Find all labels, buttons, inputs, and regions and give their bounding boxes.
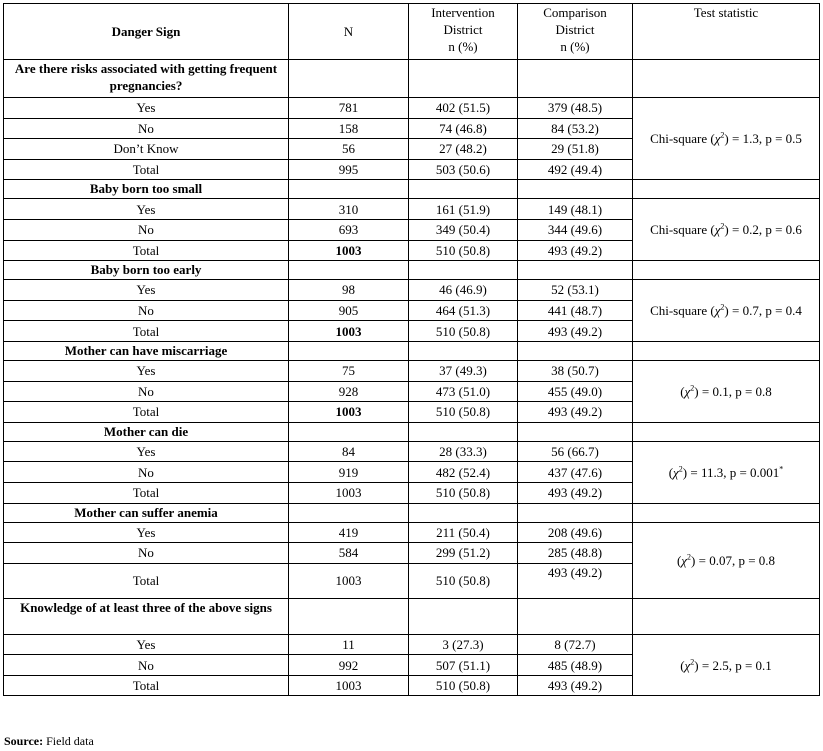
table-row — [4, 199, 820, 220]
row-n: 995 — [289, 159, 409, 180]
row-label: No — [4, 118, 289, 139]
row-comparison: 485 (48.9) — [518, 655, 633, 676]
test-statistic: Chi-square $(\chi^2) = 0.7$, p = 0.4 — [633, 280, 820, 342]
test-statistic: Chi-square $(\chi^2) = 1.3$, p = 0.5 — [633, 98, 820, 180]
table-row — [4, 522, 820, 543]
row-label: Yes — [4, 634, 289, 655]
row-comparison: 493 (49.2) — [518, 240, 633, 261]
row-comparison: 84 (53.2) — [518, 118, 633, 139]
row-label: Yes — [4, 522, 289, 543]
test-statistic: $(\chi^2) = 2.5$, p = 0.1 — [633, 634, 820, 696]
row-n: 919 — [289, 462, 409, 483]
row-intervention: 464 (51.3) — [409, 300, 518, 321]
table-row — [4, 280, 820, 301]
source-label: Source: — [4, 734, 44, 748]
danger-signs-table — [3, 3, 820, 696]
header-n: N — [289, 4, 409, 60]
row-n: 1003 — [289, 563, 409, 598]
row-label: Total — [4, 402, 289, 423]
row-intervention: 211 (50.4) — [409, 522, 518, 543]
row-n: 905 — [289, 300, 409, 321]
row-n: 98 — [289, 280, 409, 301]
row-intervention: 503 (50.6) — [409, 159, 518, 180]
header-intervention-line1: Intervention — [431, 5, 495, 20]
row-n: 1003 — [289, 240, 409, 261]
row-intervention: 510 (50.8) — [409, 482, 518, 503]
row-label: Total — [4, 159, 289, 180]
row-intervention: 507 (51.1) — [409, 655, 518, 676]
row-intervention: 510 (50.8) — [409, 402, 518, 423]
row-n: 1003 — [289, 402, 409, 423]
row-intervention: 37 (49.3) — [409, 360, 518, 381]
section-title-row — [4, 341, 820, 360]
test-statistic: $(\chi^2) = 0.1$, p = 0.8 — [633, 360, 820, 422]
section-title-row — [4, 60, 820, 98]
row-comparison: 455 (49.0) — [518, 381, 633, 402]
row-n: 1003 — [289, 482, 409, 503]
row-comparison: 493 (49.2) — [518, 321, 633, 342]
row-label: No — [4, 219, 289, 240]
section-title: Mother can suffer anemia — [4, 503, 289, 522]
row-comparison: 437 (47.6) — [518, 462, 633, 483]
section-title: Baby born too small — [4, 180, 289, 199]
section-title: Knowledge of at least three of the above signs — [4, 598, 289, 634]
row-comparison: 285 (48.8) — [518, 543, 633, 564]
row-n: 1003 — [289, 321, 409, 342]
row-n: 584 — [289, 543, 409, 564]
row-intervention: 482 (52.4) — [409, 462, 518, 483]
header-intervention — [409, 4, 518, 60]
table-row — [4, 441, 820, 462]
row-label: Total — [4, 482, 289, 503]
row-comparison: 149 (48.1) — [518, 199, 633, 220]
row-comparison: 493 (49.2) — [518, 675, 633, 696]
row-n: 1003 — [289, 675, 409, 696]
section-title-row — [4, 503, 820, 522]
row-comparison: 441 (48.7) — [518, 300, 633, 321]
row-label: No — [4, 543, 289, 564]
row-label: Yes — [4, 280, 289, 301]
section-title: Mother can have miscarriage — [4, 341, 289, 360]
section-title-row — [4, 598, 820, 634]
row-comparison: 52 (53.1) — [518, 280, 633, 301]
row-n: 310 — [289, 199, 409, 220]
section-title-row — [4, 422, 820, 441]
table-row — [4, 634, 820, 655]
section-title-row — [4, 180, 820, 199]
row-comparison: 208 (49.6) — [518, 522, 633, 543]
row-label: No — [4, 300, 289, 321]
test-statistic: $(\chi^2) = 11.3$, p = 0.001* — [633, 441, 820, 503]
row-n: 781 — [289, 98, 409, 119]
row-n: 419 — [289, 522, 409, 543]
row-label: Don’t Know — [4, 139, 289, 160]
row-intervention: 28 (33.3) — [409, 441, 518, 462]
header-danger-sign: Danger Sign — [4, 4, 289, 60]
row-label: Yes — [4, 441, 289, 462]
row-label: No — [4, 655, 289, 676]
section-title: Mother can die — [4, 422, 289, 441]
header-test-statistic: Test statistic — [633, 4, 820, 60]
row-n: 992 — [289, 655, 409, 676]
header-comparison — [518, 4, 633, 60]
row-label: Total — [4, 563, 289, 598]
row-comparison: 493 (49.2) — [518, 402, 633, 423]
row-comparison: 38 (50.7) — [518, 360, 633, 381]
row-label: No — [4, 462, 289, 483]
header-comparison-line3: n (%) — [560, 39, 590, 54]
row-intervention: 473 (51.0) — [409, 381, 518, 402]
row-comparison: 29 (51.8) — [518, 139, 633, 160]
row-intervention: 349 (50.4) — [409, 219, 518, 240]
row-n: 11 — [289, 634, 409, 655]
table-row — [4, 360, 820, 381]
row-intervention: 510 (50.8) — [409, 240, 518, 261]
row-n: 158 — [289, 118, 409, 139]
row-label: Total — [4, 675, 289, 696]
header-comparison-line2: District — [555, 22, 595, 37]
row-label: Yes — [4, 199, 289, 220]
header-intervention-line3: n (%) — [448, 39, 478, 54]
row-intervention: 46 (46.9) — [409, 280, 518, 301]
header-intervention-line2: District — [443, 22, 483, 37]
row-label: No — [4, 381, 289, 402]
row-n: 928 — [289, 381, 409, 402]
row-intervention: 161 (51.9) — [409, 199, 518, 220]
row-label: Total — [4, 321, 289, 342]
row-intervention: 27 (48.2) — [409, 139, 518, 160]
table-row — [4, 98, 820, 119]
row-label: Yes — [4, 98, 289, 119]
row-comparison: 493 (49.2) — [518, 482, 633, 503]
row-n: 84 — [289, 441, 409, 462]
test-statistic: $(\chi^2) = 0.07$, p = 0.8 — [633, 522, 820, 598]
section-title: Are there risks associated with getting frequent pregnancies? — [4, 60, 289, 98]
row-comparison: 8 (72.7) — [518, 634, 633, 655]
row-label: Total — [4, 240, 289, 261]
row-intervention: 74 (46.8) — [409, 118, 518, 139]
row-intervention: 510 (50.8) — [409, 321, 518, 342]
row-comparison: 492 (49.4) — [518, 159, 633, 180]
row-intervention: 510 (50.8) — [409, 563, 518, 598]
row-n: 75 — [289, 360, 409, 381]
row-comparison: 379 (48.5) — [518, 98, 633, 119]
source-text: Field data — [43, 734, 94, 748]
row-n: 56 — [289, 139, 409, 160]
row-intervention: 510 (50.8) — [409, 675, 518, 696]
row-n: 693 — [289, 219, 409, 240]
row-intervention: 3 (27.3) — [409, 634, 518, 655]
row-comparison: 56 (66.7) — [518, 441, 633, 462]
row-intervention: 299 (51.2) — [409, 543, 518, 564]
header-comparison-line1: Comparison — [543, 5, 607, 20]
row-comparison: 493 (49.2) — [518, 563, 633, 598]
header-row — [4, 4, 820, 60]
section-title-row — [4, 261, 820, 280]
row-intervention: 402 (51.5) — [409, 98, 518, 119]
test-statistic: Chi-square $(\chi^2) = 0.2$, p = 0.6 — [633, 199, 820, 261]
source-note — [4, 734, 94, 749]
section-title: Baby born too early — [4, 261, 289, 280]
row-label: Yes — [4, 360, 289, 381]
row-comparison: 344 (49.6) — [518, 219, 633, 240]
